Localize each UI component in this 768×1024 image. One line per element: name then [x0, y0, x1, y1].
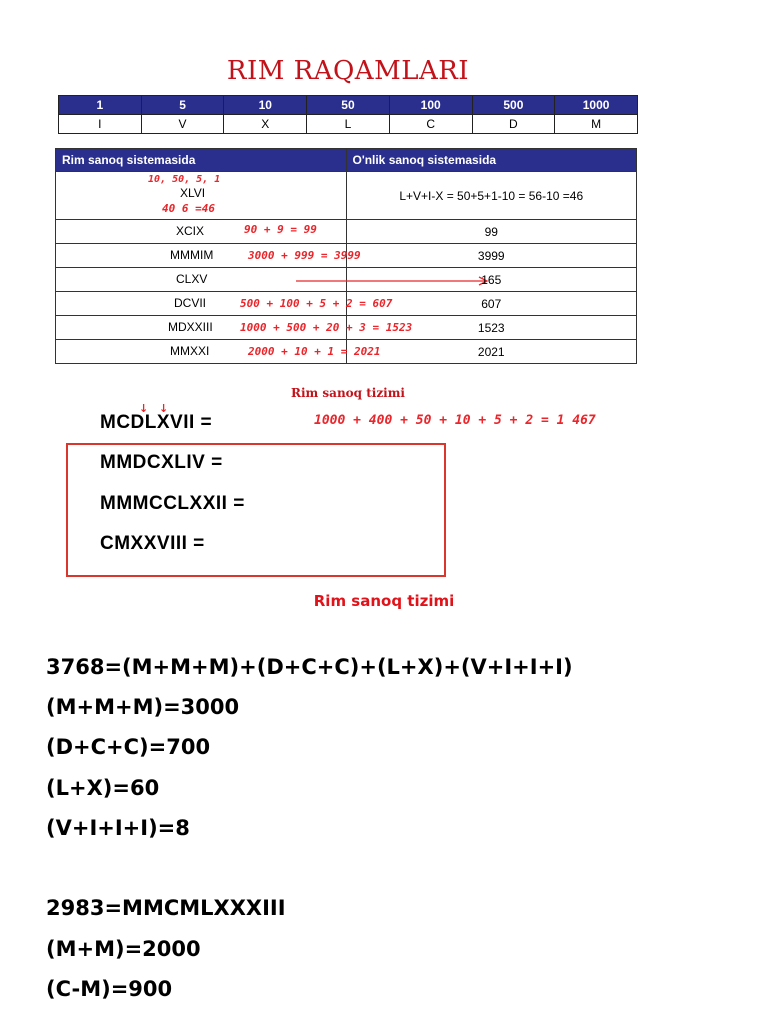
map-header-cell: 10	[224, 96, 307, 115]
decimal-cell: 1523	[346, 316, 637, 340]
conversion-table	[55, 148, 637, 364]
table-row	[56, 244, 637, 268]
table-row	[56, 316, 637, 340]
decimal-cell: 165	[346, 268, 637, 292]
roman-cell	[56, 244, 361, 268]
table-row	[56, 340, 637, 364]
handwritten-note: 40 6 =46	[162, 202, 215, 215]
exercise-line: MMDCXLIV =	[100, 452, 223, 473]
handwritten-note: 2000 + 10 + 1 = 2021	[248, 345, 381, 358]
roman-cell	[56, 220, 347, 244]
table-row	[56, 220, 637, 244]
roman-numerals-table-image	[46, 44, 650, 368]
exercise-line: MCDLXVII =	[100, 412, 213, 433]
decimal-cell: 2021	[346, 340, 637, 364]
text-line: (D+C+C)=700	[46, 735, 211, 759]
map-value-cell: L	[307, 115, 390, 134]
map-header-cell: 1000	[555, 96, 638, 115]
exercise-line: MMMCCLXXII =	[100, 493, 245, 514]
handwritten-note: 10, 50, 5, 1	[148, 174, 221, 185]
handwritten-note: 1000 + 500 + 20 + 3 = 1523	[240, 321, 413, 334]
map-value-cell: V	[141, 115, 224, 134]
text-line: (M+M)=2000	[46, 937, 201, 961]
roman-value: XCIX	[176, 224, 205, 238]
map-header-cell: 500	[472, 96, 555, 115]
map-value-cell: X	[224, 115, 307, 134]
exercise-line: CMXXVIII =	[100, 533, 205, 554]
roman-value: MDXXIII	[168, 320, 213, 334]
down-arrow-icon: ↓	[159, 402, 169, 415]
image-caption: Rim sanoq tizimi	[313, 592, 455, 610]
roman-cell	[56, 340, 381, 364]
roman-cell	[56, 316, 413, 340]
roman-exercise-image	[46, 384, 650, 582]
roman-value: MMMIM	[170, 248, 214, 262]
handwritten-answer: 1000 + 400 + 50 + 10 + 5 + 2 = 1 467	[314, 413, 596, 428]
map-value-cell: D	[472, 115, 555, 134]
map-header-cell: 5	[141, 96, 224, 115]
map-header-cell: 100	[389, 96, 472, 115]
map-value-cell: M	[555, 115, 638, 134]
down-arrow-icon: ↓	[139, 402, 149, 415]
text-line: (M+M+M)=3000	[46, 695, 240, 719]
handwritten-note: 3000 + 999 = 3999	[248, 249, 361, 262]
roman-value: CLXV	[176, 272, 208, 286]
map-value-cell: I	[59, 115, 142, 134]
roman-cell	[56, 268, 347, 292]
decimal-column-header: O'nlik sanoq sistemasida	[346, 149, 637, 172]
image-subtitle: Rim sanoq tizimi	[291, 386, 405, 400]
roman-value: XLVI	[180, 186, 206, 200]
text-line: 3768=(M+M+M)+(D+C+C)+(L+X)+(V+I+I+I)	[46, 655, 573, 679]
text-line: (C-M)=900	[46, 977, 173, 1001]
table-row	[56, 268, 637, 292]
text-line: (L+X)=60	[46, 776, 160, 800]
roman-value: MMXXI	[170, 344, 210, 358]
map-header-cell: 1	[59, 96, 142, 115]
decimal-cell: 3999	[346, 244, 637, 268]
roman-cell	[56, 172, 347, 220]
handwritten-note: 90 + 9 = 99	[244, 223, 317, 236]
roman-column-header: Rim sanoq sistemasida	[56, 149, 347, 172]
text-line: 2983=MMCMLXXXIII	[46, 896, 286, 920]
table-row	[56, 172, 637, 220]
numeral-mapping-table	[58, 95, 638, 134]
roman-cell	[56, 292, 393, 316]
handwritten-note: 500 + 100 + 5 + 2 = 607	[240, 297, 393, 310]
map-value-cell: C	[389, 115, 472, 134]
table-row	[56, 292, 637, 316]
decimal-cell: L+V+I-X = 50+5+1-10 = 56-10 =46	[346, 172, 637, 220]
map-header-cell: 50	[307, 96, 390, 115]
text-line: (V+I+I+I)=8	[46, 816, 190, 840]
decimal-cell: 607	[346, 292, 637, 316]
image-title: RIM RAQAMLARI	[226, 56, 470, 86]
roman-value: DCVII	[174, 296, 207, 310]
decimal-cell: 99	[346, 220, 637, 244]
